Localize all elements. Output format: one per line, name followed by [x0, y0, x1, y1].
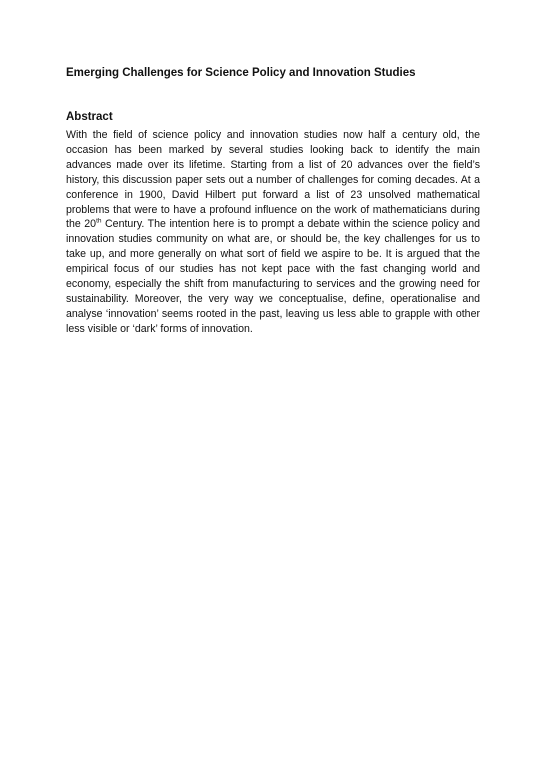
abstract-text-part-2: Century. The intention here is to prompt a debate within the science policy and innovation studies community on what are, or should be, the key challenges for us to take up, and more generally on what sort of field we aspire to be. It is argued that the empirical focus of our studies has not kept pace with the fast changing world and economy, especially the shift from manufacturing to services and the growing need for sustainability. Moreover, the very way we conceptualise, define, operationalise and analyse ‘innovation’ seems rooted in the past, leaving us less able to grapple with other less visible or ‘dark’ forms of innovation. — [66, 218, 480, 335]
paper-title: Emerging Challenges for Science Policy and Innovation Studies — [66, 67, 416, 79]
ordinal-superscript: th — [96, 217, 102, 225]
abstract-text — [66, 128, 480, 337]
abstract-text-part-1: With the field of science policy and innovation studies now half a century old, the occasion has been marked by several studies looking back to identify the main advances made over its lifetime. Starting from a list of 20 advances over the field’s history, this discussion paper sets out a number of challenges for coming decades. At a conference in 1900, David Hilbert put forward a list of 23 unsolved mathematical problems that were to have a profound influence on the work of mathematicians during the 20 — [66, 129, 480, 231]
abstract-heading: Abstract — [66, 111, 113, 123]
